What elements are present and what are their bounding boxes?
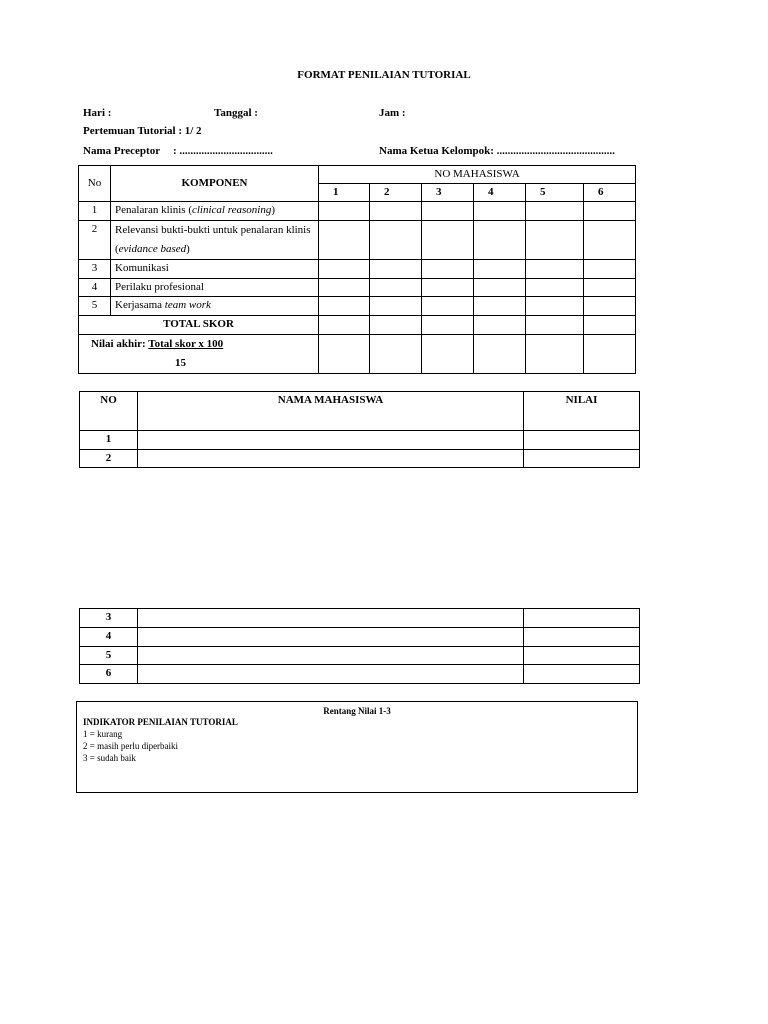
score-cell[interactable] (422, 297, 474, 316)
nilai-cell[interactable] (524, 450, 640, 468)
assessment-table (78, 165, 636, 374)
col-no-header: NO (80, 392, 138, 431)
row-number: 1 (80, 431, 138, 450)
student-number: 6 (584, 184, 636, 202)
total-cell[interactable] (319, 316, 370, 335)
col-nilai-header: NILAI (524, 392, 640, 431)
table-row (80, 609, 640, 628)
col-mahasiswa-header: NO MAHASISWA (319, 166, 636, 184)
score-cell[interactable] (526, 221, 584, 260)
pertemuan-label: Pertemuan Tutorial : 1/ 2 (83, 125, 202, 137)
indikator-item: 1 = kurang (83, 729, 123, 739)
score-cell[interactable] (584, 279, 636, 297)
score-cell[interactable] (584, 297, 636, 316)
name-cell[interactable] (138, 609, 524, 628)
score-cell[interactable] (422, 260, 474, 279)
table-row (79, 221, 636, 260)
ketua-label: Nama Ketua Kelompok: ........................................... (379, 145, 615, 157)
nilai-cell[interactable] (319, 335, 370, 374)
indikator-item: 3 = sudah baik (83, 753, 136, 763)
nilai-cell[interactable] (524, 665, 640, 684)
table-row (80, 665, 640, 684)
nilai-cell[interactable] (524, 431, 640, 450)
score-cell[interactable] (370, 279, 422, 297)
row-number: 2 (79, 221, 111, 260)
preceptor-value: : .................................. (173, 145, 273, 157)
nilai-akhir-row (79, 335, 636, 374)
tanggal-label: Tanggal : (214, 107, 258, 119)
score-cell[interactable] (584, 260, 636, 279)
komponen-cell: Komunikasi (111, 260, 319, 279)
table-row (79, 297, 636, 316)
score-cell[interactable] (526, 279, 584, 297)
nilai-cell[interactable] (370, 335, 422, 374)
score-cell[interactable] (370, 260, 422, 279)
score-cell[interactable] (584, 221, 636, 260)
names-table-bottom (79, 608, 640, 684)
score-cell[interactable] (526, 297, 584, 316)
col-nama-header: NAMA MAHASISWA (138, 392, 524, 431)
nilai-cell[interactable] (526, 335, 584, 374)
student-number: 5 (526, 184, 584, 202)
komponen-cell: Perilaku profesional (111, 279, 319, 297)
preceptor-label: Nama Preceptor (83, 145, 161, 157)
names-table-top (79, 391, 640, 468)
score-cell[interactable] (370, 221, 422, 260)
score-cell[interactable] (319, 221, 370, 260)
col-komponen-header: KOMPONEN (111, 166, 319, 202)
page-title: FORMAT PENILAIAN TUTORIAL (297, 69, 471, 81)
total-cell[interactable] (474, 316, 526, 335)
hari-label: Hari : (83, 107, 112, 119)
indikator-item: 2 = masih perlu diperbaiki (83, 741, 179, 751)
total-cell[interactable] (422, 316, 474, 335)
score-cell[interactable] (526, 202, 584, 221)
total-row (79, 316, 636, 335)
score-cell[interactable] (474, 279, 526, 297)
table-row (80, 647, 640, 665)
row-number: 1 (79, 202, 111, 221)
student-number: 1 (319, 184, 370, 202)
student-number: 3 (422, 184, 474, 202)
student-number: 2 (370, 184, 422, 202)
table-row (79, 202, 636, 221)
score-cell[interactable] (526, 260, 584, 279)
komponen-cell: Kerjasama team work (111, 297, 319, 316)
total-cell[interactable] (526, 316, 584, 335)
name-cell[interactable] (138, 628, 524, 647)
score-cell[interactable] (319, 202, 370, 221)
row-number: 5 (80, 647, 138, 665)
nilai-cell[interactable] (474, 335, 526, 374)
score-cell[interactable] (319, 260, 370, 279)
jam-label: Jam : (379, 107, 406, 119)
total-skor-label: TOTAL SKOR (79, 316, 319, 335)
col-no-header: No (79, 166, 111, 202)
student-number: 4 (474, 184, 526, 202)
score-cell[interactable] (370, 297, 422, 316)
nilai-cell[interactable] (524, 609, 640, 628)
nilai-cell[interactable] (524, 647, 640, 665)
score-cell[interactable] (474, 221, 526, 260)
table-row (80, 450, 640, 468)
nilai-akhir-cell: Nilai akhir: Total skor x 100 15 (79, 335, 319, 374)
nilai-cell[interactable] (524, 628, 640, 647)
row-number: 4 (80, 628, 138, 647)
name-cell[interactable] (138, 431, 524, 450)
table-row (80, 431, 640, 450)
total-cell[interactable] (584, 316, 636, 335)
name-cell[interactable] (138, 647, 524, 665)
indikator-title: INDIKATOR PENILAIAN TUTORIAL (83, 717, 238, 727)
name-cell[interactable] (138, 450, 524, 468)
nilai-cell[interactable] (422, 335, 474, 374)
indikator-box (76, 701, 638, 793)
score-cell[interactable] (474, 202, 526, 221)
table-row (80, 628, 640, 647)
score-cell[interactable] (584, 202, 636, 221)
total-cell[interactable] (370, 316, 422, 335)
row-number: 2 (80, 450, 138, 468)
komponen-cell: Penalaran klinis (clinical reasoning) (111, 202, 319, 221)
row-number: 4 (79, 279, 111, 297)
score-cell[interactable] (474, 297, 526, 316)
score-cell[interactable] (319, 279, 370, 297)
score-cell[interactable] (370, 202, 422, 221)
row-number: 5 (79, 297, 111, 316)
table-row (79, 279, 636, 297)
name-cell[interactable] (138, 665, 524, 684)
score-cell[interactable] (422, 221, 474, 260)
score-cell[interactable] (422, 279, 474, 297)
rentang-nilai: Rentang Nilai 1-3 (323, 706, 391, 716)
row-number: 3 (80, 609, 138, 628)
score-cell[interactable] (474, 260, 526, 279)
komponen-cell: Relevansi bukti-bukti untuk penalaran klinis (evidance based) (111, 221, 319, 260)
score-cell[interactable] (319, 297, 370, 316)
table-row (79, 260, 636, 279)
row-number: 6 (80, 665, 138, 684)
row-number: 3 (79, 260, 111, 279)
score-cell[interactable] (422, 202, 474, 221)
nilai-cell[interactable] (584, 335, 636, 374)
